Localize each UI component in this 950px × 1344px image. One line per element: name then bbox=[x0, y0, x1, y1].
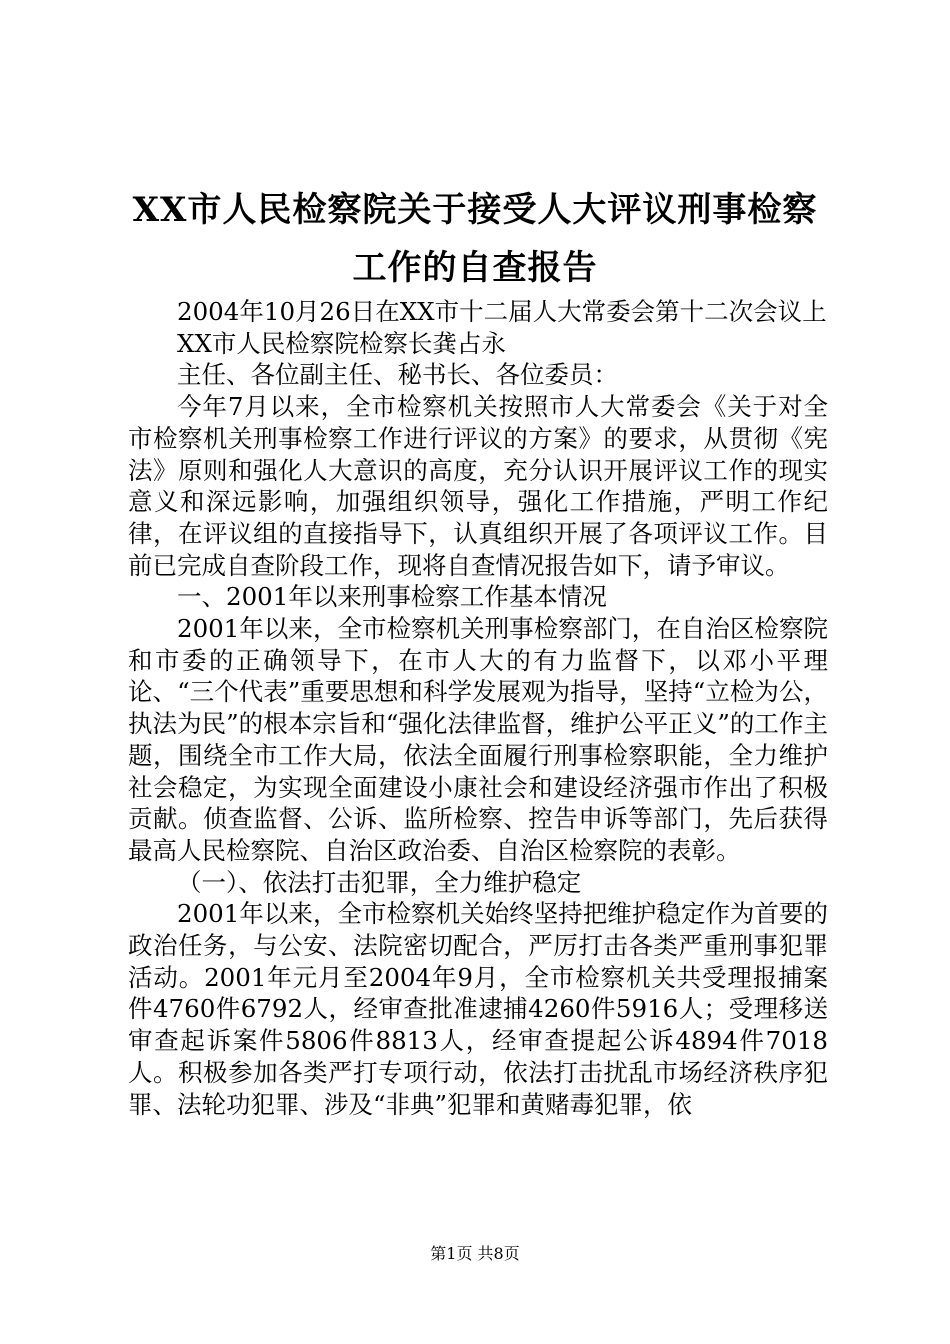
salutation: 主任、各位副主任、秘书长、各位委员： bbox=[177, 360, 618, 390]
page-number: 第1页 共8页 bbox=[430, 1244, 520, 1263]
subsection-heading: （一）、依法打击犯罪，全力维护稳定 bbox=[177, 867, 582, 897]
speaker-line: XX市人民检察院检察长龚占永 bbox=[177, 328, 506, 358]
document-title-line-1: XX市人民检察院关于接受人大评议刑事检察 bbox=[132, 190, 818, 230]
document-title-line-2: 工作的自查报告 bbox=[352, 248, 598, 288]
meeting-info: 2004年10月26日在XX市十二届人大常委会第十二次会议上 bbox=[177, 297, 827, 326]
body-paragraph: 今年7月以来，全市检察机关按照市人大常委会《关于对全市检察机关刑事检察工作进行评议的方案》的要求，从贯彻《宪法》原则和强化人大意识的高度，充分认识开展评议工作的现实意义和深远影响，加强组织领导，强化工作措施，严明工作纪律，在评议组的直接指导下，认真组织开展了各项评议工作。目前已完成自查阶段工作，现将自查情况报告如下，请予审议。 bbox=[128, 392, 828, 580]
body-paragraph: 2001年以来，全市检察机关始终坚持把维护稳定作为首要的政治任务，与公安、法院密切配合，严厉打击各类严重刑事犯罪活动。2001年元月至2004年9月，全市检察机关共受理报捕案件4760件6792人，经审查批准逮捕4260件5916人；受理移送审查起诉案件5806件8813人，经审查提起公诉4894件7018人。积极参加各类严打专项行动，依法打击扰乱市场经济秩序犯罪、法轮功犯罪、涉及“非典”犯罪和黄赌毒犯罪，依 bbox=[128, 899, 828, 1119]
body-paragraph: 2001年以来，全市检察机关刑事检察部门，在自治区检察院和市委的正确领导下，在市人大的有力监督下，以邓小平理论、“三个代表”重要思想和科学发展观为指导，坚持“立检为公，执法为民”的根本宗旨和“强化法律监督，维护公平正义”的工作主题，围绕全市工作大局，依法全面履行刑事检察职能，全力维护社会稳定，为实现全面建设小康社会和建设经济强市作出了积极贡献。侦查监督、公诉、监所检察、控告申诉等部门，先后获得最高人民检察院、自治区政治委、自治区检察院的表彰。 bbox=[128, 614, 828, 865]
section-heading: 一、2001年以来刑事检察工作基本情况 bbox=[177, 582, 607, 612]
document-body bbox=[128, 296, 828, 1120]
